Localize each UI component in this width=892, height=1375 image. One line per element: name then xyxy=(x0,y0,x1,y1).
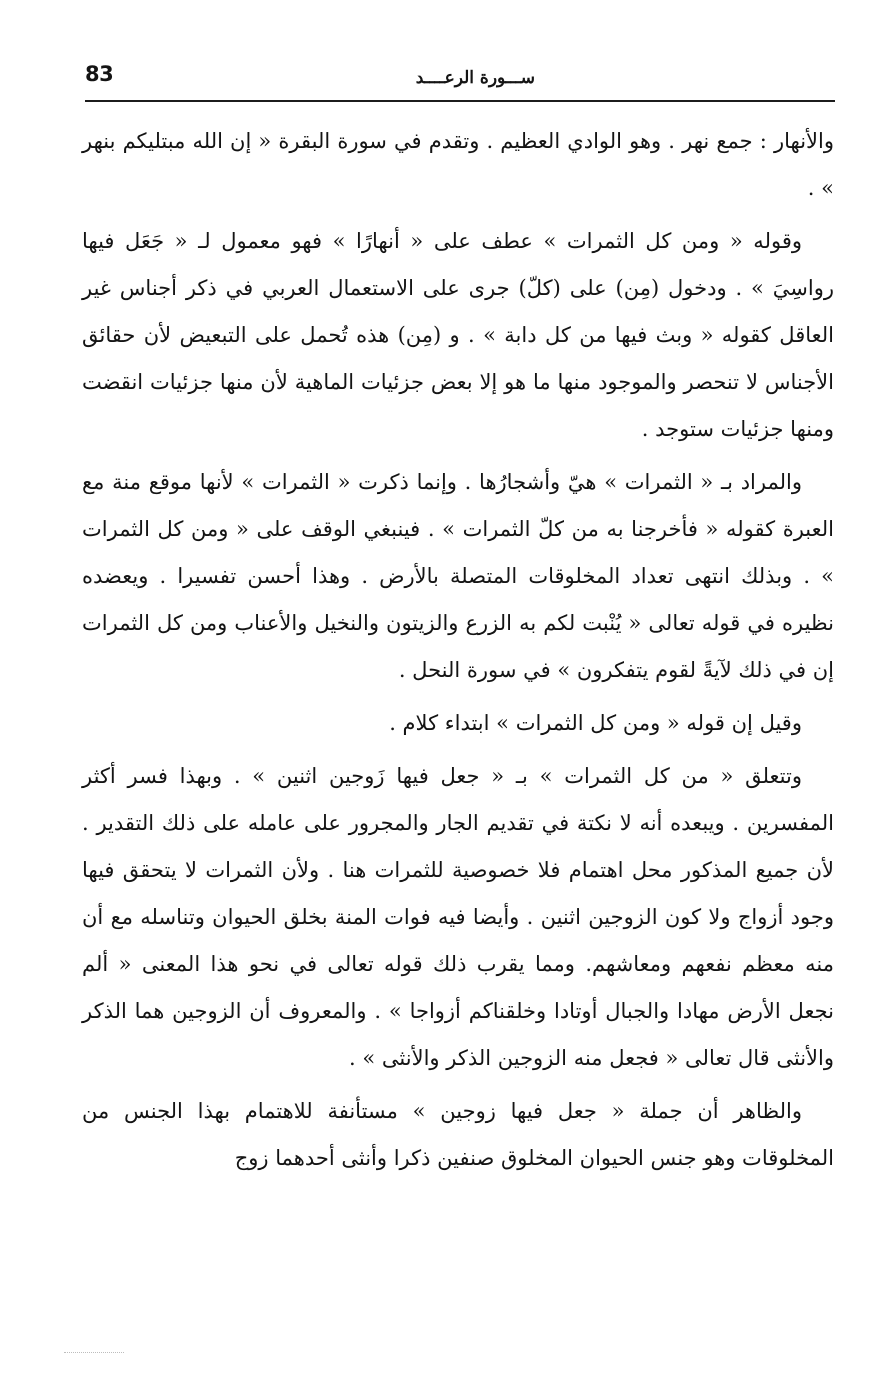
paragraph-zahir: والظاهر أن جملة « جعل فيها زوجين » مستأنفة للاهتمام بهذا الجنس من المخلوقات وهو جنس الحيوان المخلوق صنفين ذكرا وأنثى أحدهما زوج xyxy=(82,1099,834,1170)
paragraph-murad-thamarat: والمراد بـ « الثمرات » هيّ وأشجارُها . وإنما ذكرت « الثمرات » لأنها موقع منة مع العبرة كقوله « فأخرجنا به من كلّ الثمرات » . فينبغي الوقف على « ومن كل الثمرات » . وبذلك انتهى تعداد المخلوقات المتصلة بالأرض . وهذا أحسن تفسيرا . ويعضده نظيره في قوله تعالى « يُنْبت لكم به الزرع والزيتون والنخيل والأعناب ومن كل الثمرات إن في ذلك لآيةً لقوم يتفكرون » في سورة النحل . xyxy=(82,470,834,682)
paragraph-qila: وقيل إن قوله « ومن كل الثمرات » ابتداء كلام . xyxy=(389,711,802,735)
paragraph-thamarat-atf: وقوله « ومن كل الثمرات » عطف على « أنهارًا » فهو معمول لـ « جَعَل فيها رواسِيَ » . ودخول (مِن) على (كلّ) جرى على الاستعمال العربي في ذكر أجناس غير العاقل كقوله « وبث فيها من كل دابة » . و (مِن) هذه تُحمل على التبعيض لأن حقائق الأجناس لا تنحصر والموجود منها ما هو إلا بعض جزئيات الماهية لأن منها جزئيات انقضت ومنها جزئيات ستوجد . xyxy=(82,229,834,441)
paragraph-tataallaq: وتتعلق « من كل الثمرات » بـ « جعل فيها زَوجين اثنين » . وبهذا فسر أكثر المفسرين . ويبعده أنه لا نكتة في تقديم الجار والمجرور على عامله على ذلك التقدير . لأن جميع المذكور محل اهتمام فلا خصوصية للثمرات هنا . ولأن الثمرات لا يتحقق فيها وجود أزواج ولا كون الزوجين اثنين . وأيضا فيه فوات المنة بخلق الحيوان وتناسله مع أن منه معظم نفعهم ومعاشهم. ومما يقرب ذلك قوله تعالى في نحو هذا المعنى « ألم نجعل الأرض مهادا والجبال أوتادا وخلقناكم أزواجا » . والمعروف أن الزوجين هما الذكر والأنثى قال تعالى « فجعل منه الزوجين الذكر والأنثى » . xyxy=(82,764,834,1070)
body-text xyxy=(82,118,834,1188)
page-number: 83 xyxy=(85,62,114,86)
bottom-dotted-mark xyxy=(64,1352,124,1353)
paragraph-anhar: والأنهار : جمع نهر . وهو الوادي العظيم . وتقدم في سورة البقرة « إن الله مبتليكم بنهر » . xyxy=(82,129,834,200)
header-rule xyxy=(85,100,835,102)
page-header xyxy=(85,62,835,102)
running-title: ســـورة الرعــــد xyxy=(415,68,535,88)
